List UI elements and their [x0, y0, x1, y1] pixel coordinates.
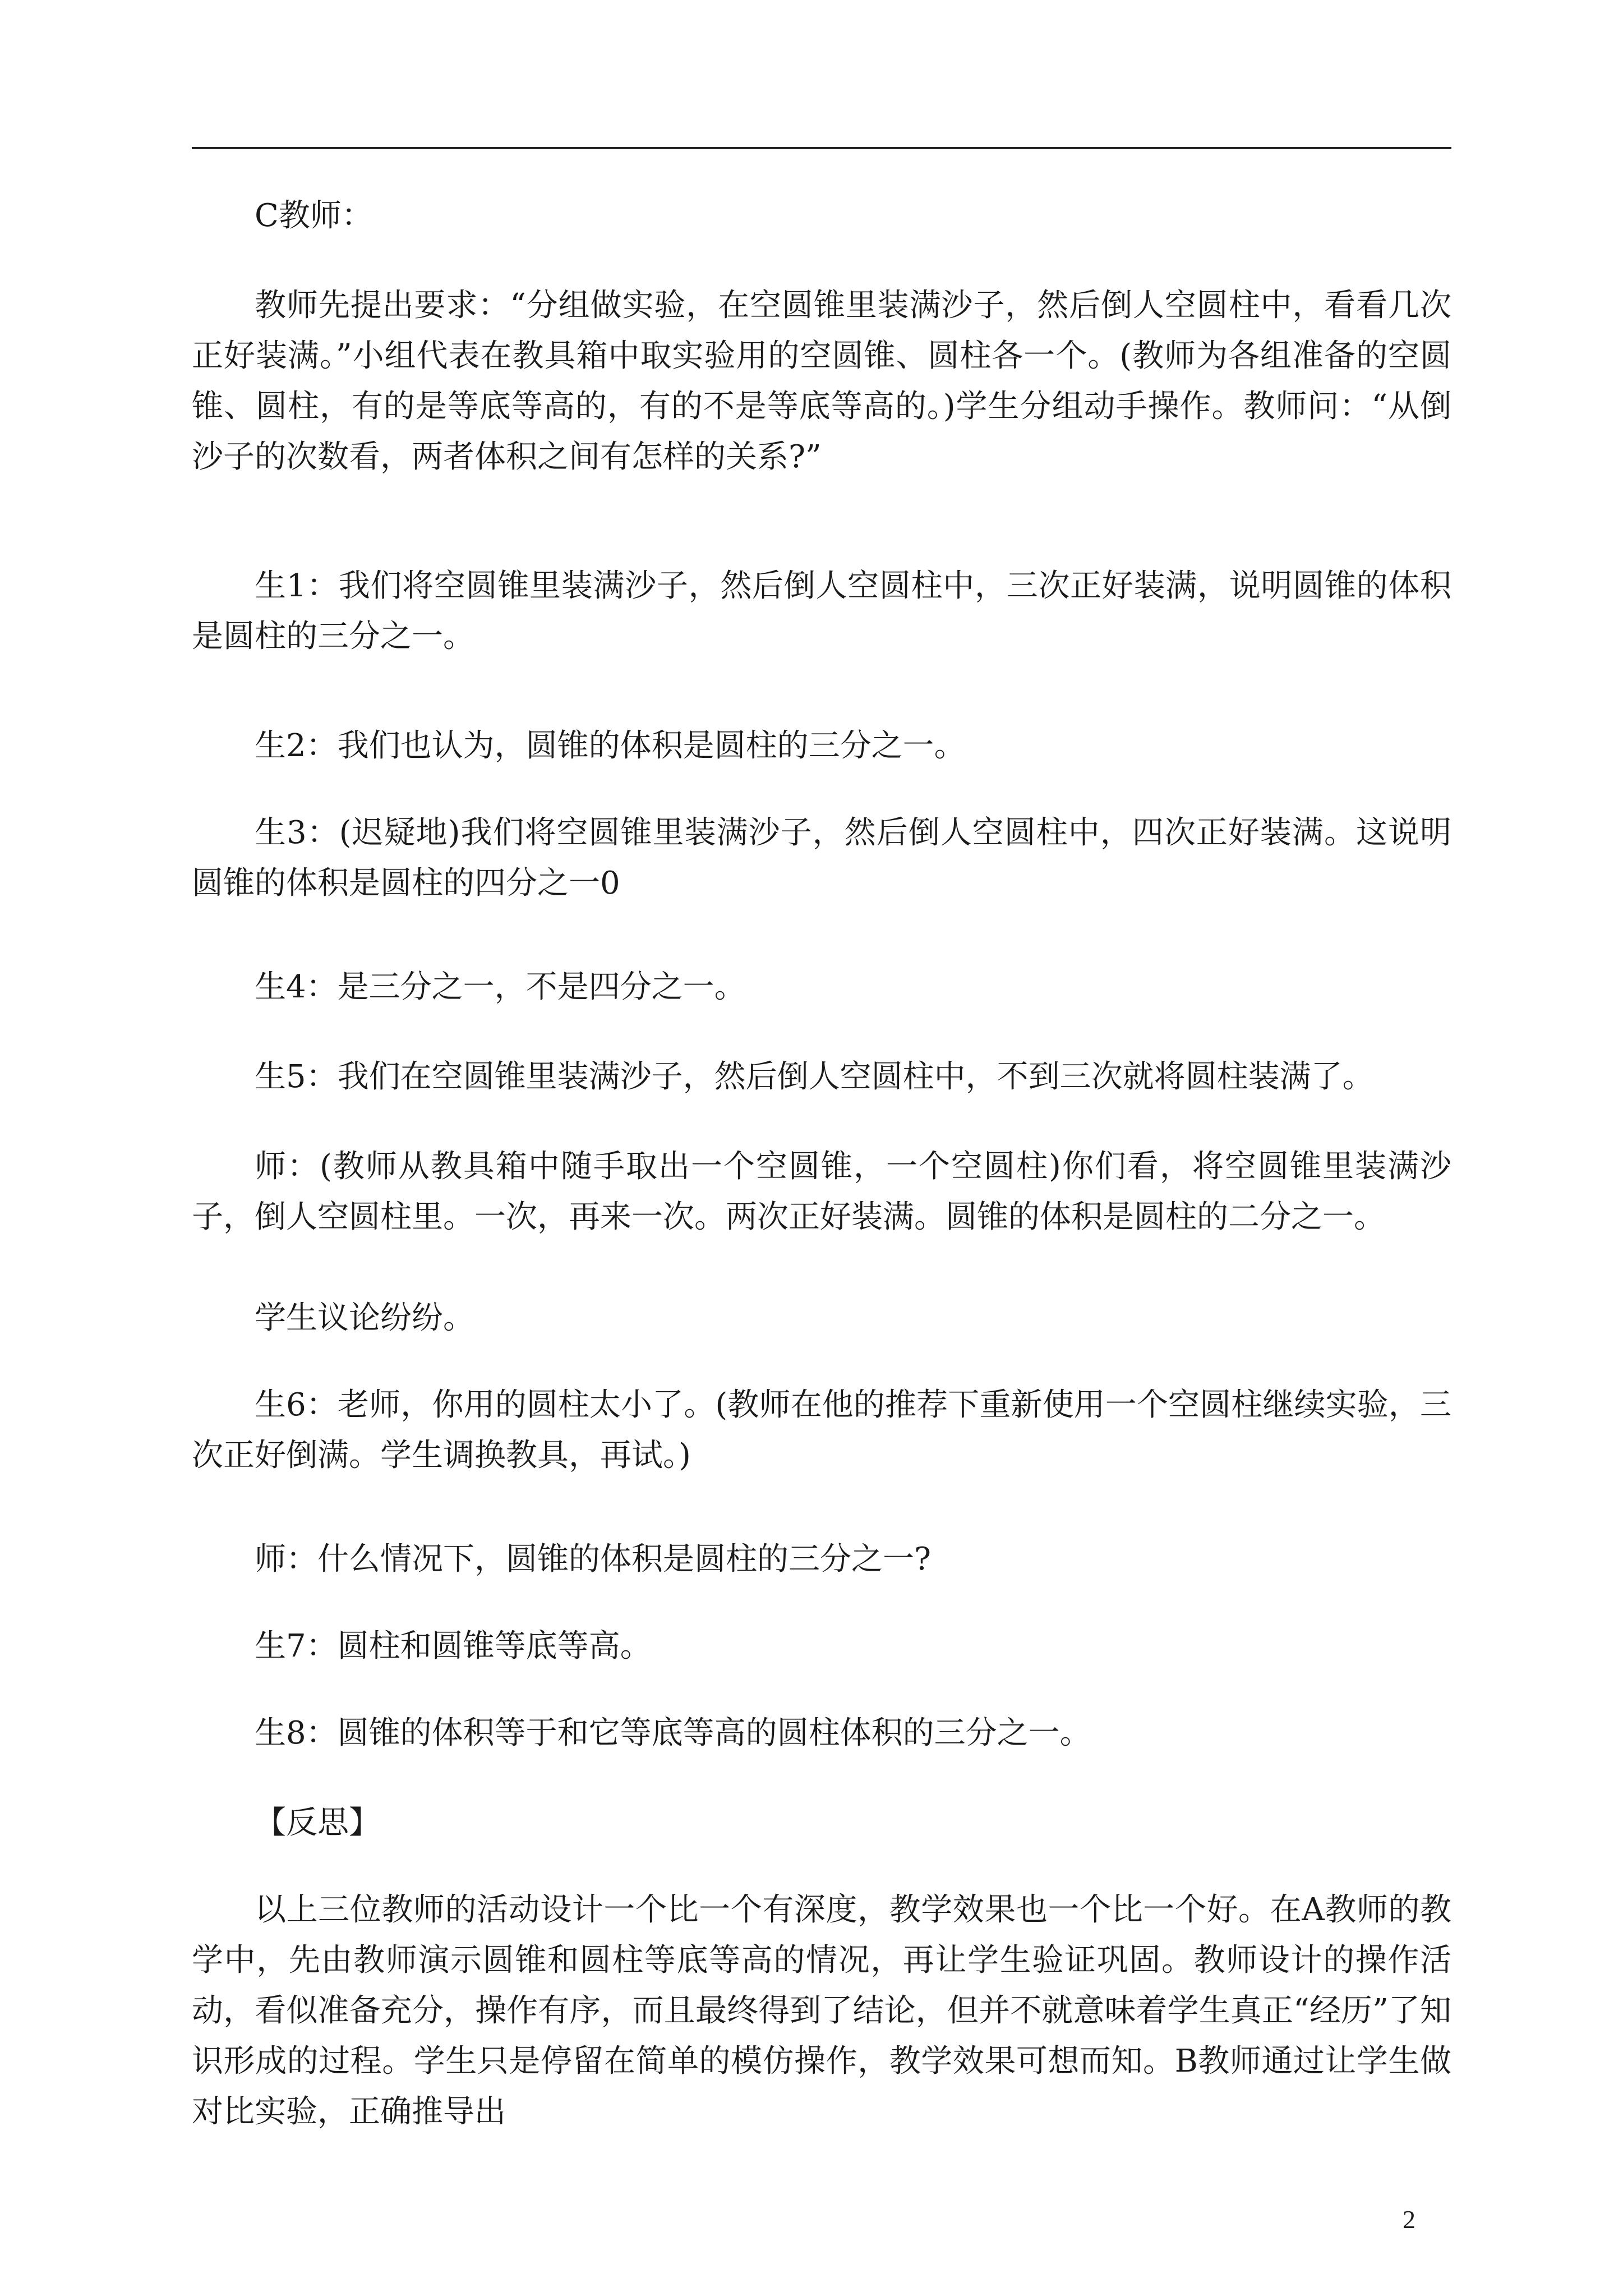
- paragraph-student-1: 生1：我们将空圆锥里装满沙子，然后倒人空圆柱中，三次正好装满，说明圆锥的体积是圆柱的三分之一。: [192, 568, 1451, 655]
- paragraph-student-6: 生6：老师，你用的圆柱太小了。(教师在他的推荐下重新使用一个空圆柱继续实验，三次正好倒满。学生调换教具，再试。): [192, 1387, 1451, 1474]
- paragraph-students-discuss: 学生议论纷纷。: [255, 1300, 474, 1336]
- paragraph-student-3: 生3：(迟疑地)我们将空圆锥里装满沙子，然后倒人空圆柱中，四次正好装满。这说明圆锥的体积是圆柱的四分之一0: [192, 815, 1451, 901]
- paragraph-teacher-demo: 师：(教师从教具箱中随手取出一个空圆锥，一个空圆柱)你们看，将空圆锥里装满沙子，倒人空圆柱里。一次，再来一次。两次正好装满。圆锥的体积是圆柱的二分之一。: [192, 1148, 1451, 1235]
- paragraph-student-8: 生8：圆锥的体积等于和它等底等高的圆柱体积的三分之一。: [255, 1715, 1091, 1751]
- paragraph-student-2: 生2：我们也认为，圆锥的体积是圆柱的三分之一。: [255, 728, 966, 764]
- section-heading-reflection: 【反思】: [255, 1805, 380, 1841]
- paragraph-student-4: 生4：是三分之一，不是四分之一。: [255, 969, 746, 1005]
- paragraph-c-teacher: C教师：: [255, 197, 373, 234]
- page-number: 2: [1403, 2205, 1415, 2234]
- header-rule: [192, 147, 1451, 149]
- paragraph-student-5: 生5：我们在空圆锥里装满沙子，然后倒人空圆柱中，不到三次就将圆柱装满了。: [255, 1059, 1374, 1095]
- paragraph-student-7: 生7：圆柱和圆锥等底等高。: [255, 1628, 652, 1664]
- paragraph-teacher-request: 教师先提出要求：“分组做实验，在空圆锥里装满沙子，然后倒人空圆柱中，看看几次正好装满。”小组代表在教具箱中取实验用的空圆锥、圆柱各一个。(教师为各组准备的空圆锥、圆柱，有的是等底等高的，有的不是等底等高的。)学生分组动手操作。教师问：“从倒沙子的次数看，两者体积之间有怎样的关系?”: [192, 287, 1451, 475]
- paragraph-reflection: 以上三位教师的活动设计一个比一个有深度，教学效果也一个比一个好。在A教师的教学中，先由教师演示圆锥和圆柱等底等高的情况，再让学生验证巩固。教师设计的操作活动，看似准备充分，操作有序，而且最终得到了结论，但并不就意味着学生真正“经历”了知识形成的过程。学生只是停留在简单的模仿操作，教学效果可想而知。B教师通过让学生做对比实验，正确推导出: [192, 1892, 1451, 2130]
- paragraph-teacher-question: 师：什么情况下，圆锥的体积是圆柱的三分之一?: [255, 1541, 932, 1577]
